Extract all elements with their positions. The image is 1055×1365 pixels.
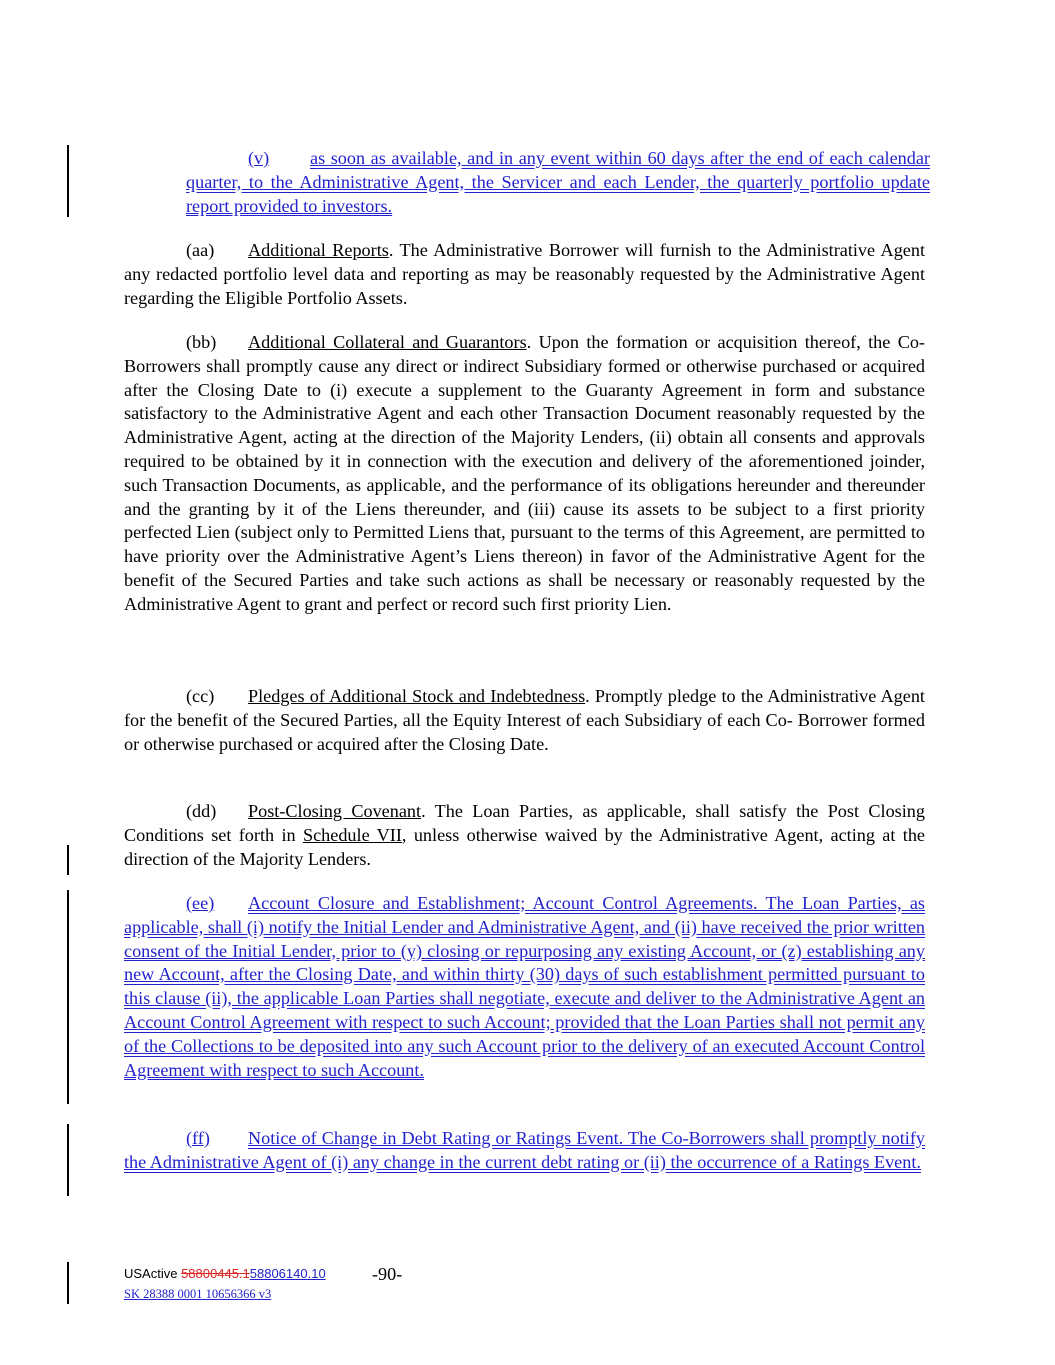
page-number: -90- [372, 1264, 403, 1284]
paragraph-heading: Additional Collateral and Guarantors [248, 332, 527, 352]
paragraph-bb [124, 331, 925, 617]
paragraph-label: (v) [248, 148, 270, 168]
footer-prefix: USActive [124, 1266, 182, 1281]
change-bar [67, 845, 69, 875]
paragraph-heading: Additional Reports [248, 240, 389, 260]
change-bar [67, 145, 69, 217]
paragraph-ee [124, 892, 925, 1082]
paragraph-label: (aa) [186, 240, 215, 260]
paragraph-text: . Upon the formation or acquisition thereof, the Co- Borrowers shall promptly cause any direct or indirect Subsidiary formed or otherwise purchased or acquired after the Closing Date to (i) execute a supplement to the Guaranty Agreement in form and substance satisfactory to the Administrative Agent and each other Transaction Document reasonably requested by the Administrative Agent, acting at the direction of the Majority Lenders, (ii) obtain all consents and approvals required to be obtained by it in connection with the execution and delivery of the aforementioned joinder, such Transaction Documents, as applicable, and the performance of its obligations hereunder and thereunder and the granting by it of the Liens thereunder, and (iii) cause its assets to be subject to a first priority perfected Lien (subject only to Permitted Liens that, pursuant to the terms of this Agreement, are permitted to have priority over the Administrative Agent’s Liens thereon) in favor of the Administrative Agent for the benefit of the Secured Parties and take such actions as shall be necessary or reasonably requested by the Administrative Agent to grant and perfect or record such first priority Lien. [124, 332, 925, 614]
footer-inserted-number: 58806140.10 [249, 1266, 326, 1281]
paragraph-label: (ff) [186, 1128, 210, 1148]
schedule-reference: Schedule VII [302, 824, 402, 845]
paragraph-text: Account Closure and Establishment; Account Control Agreements. The Loan Parties, as applicable, shall (i) notify the Initial Lender and Administrative Agent, and (ii) have received the prior written consent of the Initial Lender, prior to (y) closing or repurposing any existing Account, or (z) establishing any new Account, after the Closing Date, and within thirty (30) days of such establishment permitted pursuant to this clause (ii), the applicable Loan Parties shall negotiate, execute and deliver to the Administrative Agent an Account Control Agreement with respect to such Account; provided that the Loan Parties shall not permit any of the Collections to be deposited into any such Account prior to the delivery of an executed Account Control Agreement with respect to such Account. [124, 893, 925, 1080]
paragraph-ff [124, 1127, 925, 1175]
paragraph-v [186, 147, 930, 218]
paragraph-text: , unless otherwise waived by the Administrative Agent, acting at the direction of the Majority Lenders. [124, 824, 926, 869]
footer-deleted-number: 58800445.1 [181, 1266, 250, 1281]
paragraph-text: . Promptly pledge to the Administrative Agent for the benefit of the Secured Parties, all the Equity Interest of each Subsidiary of each Co- Borrower formed or otherwise purchased or acquired after the Closing Date. [124, 686, 925, 754]
paragraph-label: (ee) [186, 893, 215, 913]
change-bar [67, 1124, 69, 1196]
paragraph-heading: Pledges of Additional Stock and Indebtedness [248, 686, 586, 706]
paragraph-text: as soon as available, and in any event within 60 days after the end of each calendar quarter, to the Administrative Agent, the Servicer and each Lender, the quarterly portfolio update report provided to investors. [186, 148, 930, 216]
change-bar [67, 1262, 69, 1304]
paragraph-text: . The Loan Parties, as applicable, shall satisfy the Post Closing Conditions set forth in [124, 801, 925, 845]
footer-doc-number [124, 1266, 326, 1282]
footer-doc-id: SK 28388 0001 10656366 v3 [124, 1287, 272, 1301]
change-bar [67, 890, 69, 1104]
paragraph-label: (bb) [186, 332, 217, 352]
paragraph-dd [124, 800, 925, 871]
paragraph-label: (cc) [186, 686, 215, 706]
paragraph-text: . The Administrative Borrower will furnish to the Administrative Agent any redacted portfolio level data and reporting as may be reasonably requested by the Administrative Agent regarding the Eligible Portfolio Assets. [124, 240, 926, 308]
paragraph-aa [124, 239, 925, 310]
paragraph-label: (dd) [186, 801, 217, 821]
paragraph-cc [124, 685, 925, 756]
paragraph-text: Notice of Change in Debt Rating or Ratings Event. The Co-Borrowers shall promptly notify the Administrative Agent of (i) any change in the current debt rating or (ii) the occurrence of a Ratings Event. [124, 1128, 925, 1172]
paragraph-heading: Post-Closing Covenant [248, 801, 422, 821]
